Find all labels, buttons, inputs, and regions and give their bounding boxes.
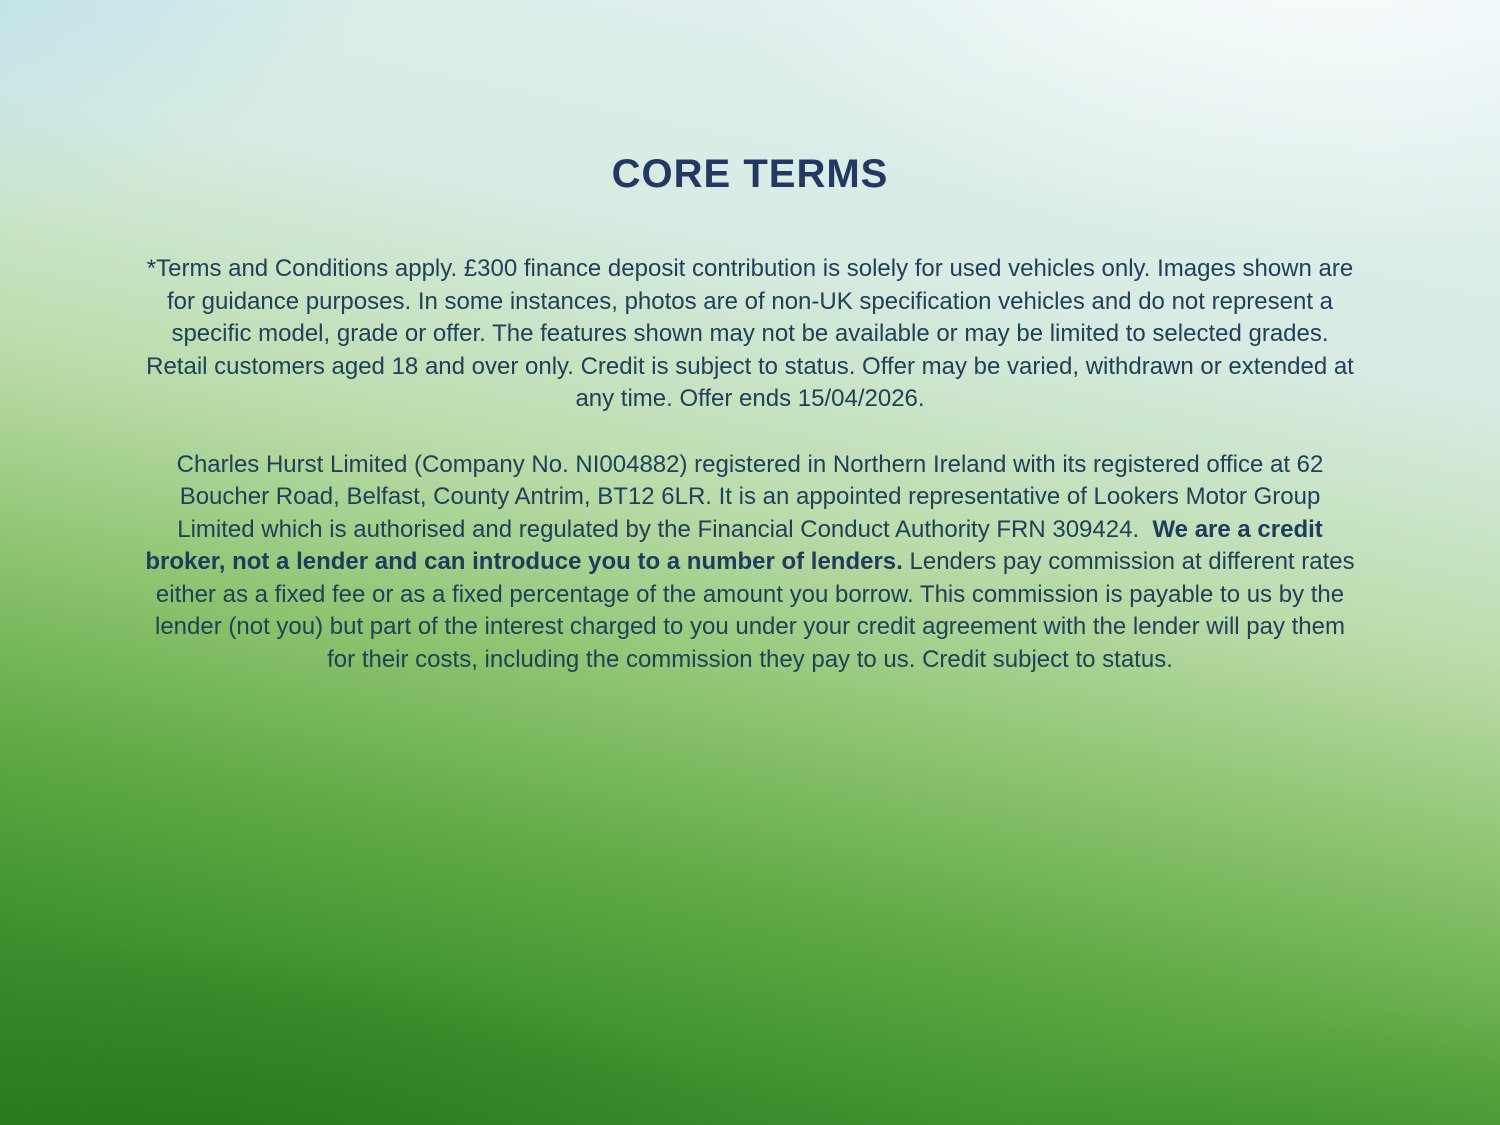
company-paragraph-part2: Lenders pay commission at different rates either as a fixed fee or as a fixed percentage of the amount you borrow. This commission is payable to us by the lender (not you) but part of the interest charged to you under your credit agreement with the lender will pay them for their costs, including the commission they pay to us. Credit subject to status. <box>155 548 1355 673</box>
page-title: CORE TERMS <box>611 152 889 196</box>
company-paragraph-part1: Charles Hurst Limited (Company No. NI004882) registered in Northern Ireland with its registered office at 62 Boucher Road, Belfast, County Antrim, BT12 6LR. It is an appointed representative of Lookers Motor Group Limited which is authorised and regulated by the Financial Conduct Authority FRN 309424. <box>176 450 1324 543</box>
terms-paragraph: *Terms and Conditions apply. £300 finance deposit contribution is solely for used vehicles only. Images shown are for guidance purposes. In some instances, photos are of non-UK specification vehicles and do not represent a specific model, grade or offer. The features shown may not be available or may be limited to selected grades. Retail customers aged 18 and over only. Credit is subject to status. Offer may be varied, withdrawn or extended at any time. Offer ends 15/04/2026. <box>146 255 1354 412</box>
credit-broker-statement: We are a credit broker, not a lender and can introduce you to a number of lenders. <box>145 515 1323 575</box>
terms-text-block <box>141 253 1359 676</box>
company-paragraph <box>141 449 1359 677</box>
